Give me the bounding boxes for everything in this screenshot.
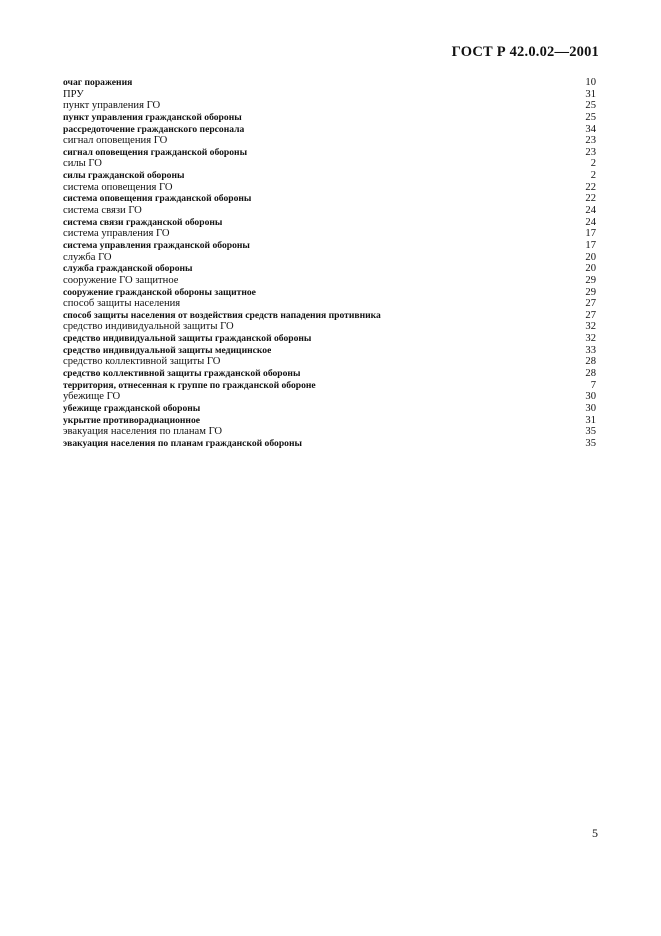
index-row xyxy=(63,287,596,299)
index-page-ref: 24 xyxy=(585,205,596,217)
index-row xyxy=(63,310,596,322)
index-term: сооружение гражданской обороны защитное xyxy=(63,286,256,298)
index-term: сигнал оповещения гражданской обороны xyxy=(63,146,248,158)
index-term: силы гражданской обороны xyxy=(63,170,185,182)
index-row xyxy=(63,147,596,159)
index-row xyxy=(63,391,596,403)
index-row xyxy=(63,345,596,357)
index-page-ref: 31 xyxy=(585,414,596,426)
index-row xyxy=(63,368,596,380)
index-row xyxy=(63,77,596,89)
index-term: средство коллективной защиты гражданской обороны xyxy=(63,368,301,380)
document-header: ГОСТ Р 42.0.02—2001 xyxy=(451,44,599,60)
index-page-ref: 23 xyxy=(585,135,596,147)
index-page-ref: 24 xyxy=(585,216,596,228)
index-row xyxy=(63,228,596,240)
index-row xyxy=(63,380,596,392)
index-term: территория, отнесенная к группе по гражданской обороне xyxy=(63,379,316,391)
index-term: средство индивидуальной защиты ГО xyxy=(63,321,234,333)
index-term: система управления ГО xyxy=(63,228,170,240)
index-page-ref: 30 xyxy=(585,391,596,403)
term-index xyxy=(63,77,596,450)
index-term: пункт управления ГО xyxy=(63,100,161,112)
index-page-ref: 25 xyxy=(585,100,596,112)
index-term: система управления гражданской обороны xyxy=(63,239,250,251)
index-term: система оповещения ГО xyxy=(63,181,173,193)
index-page-ref: 32 xyxy=(585,333,596,345)
index-row xyxy=(63,182,596,194)
index-term: очаг поражения xyxy=(63,77,133,88)
index-row xyxy=(63,124,596,136)
index-page-ref: 27 xyxy=(585,298,596,310)
index-page-ref: 33 xyxy=(585,344,596,356)
index-page-ref: 2 xyxy=(590,170,596,182)
index-term: эвакуация населения по планам гражданской обороны xyxy=(63,437,302,449)
index-term: служба ГО xyxy=(63,251,112,263)
index-row xyxy=(63,217,596,229)
index-page-ref: 2 xyxy=(590,158,596,170)
index-row xyxy=(63,263,596,275)
index-term: сооружение ГО защитное xyxy=(63,274,179,286)
index-page-ref: 20 xyxy=(585,251,596,263)
index-term: эвакуация населения по планам ГО xyxy=(63,426,223,438)
index-row xyxy=(63,193,596,205)
index-term: убежище гражданской обороны xyxy=(63,402,201,414)
index-page-ref: 28 xyxy=(585,368,596,380)
index-term: укрытие противорадиационное xyxy=(63,414,201,426)
index-term: средство коллективной защиты ГО xyxy=(63,356,221,368)
index-page-ref: 7 xyxy=(590,379,596,391)
index-term: ПРУ xyxy=(63,88,84,100)
index-term: средство индивидуальной защиты медицинское xyxy=(63,344,272,356)
index-page-ref: 22 xyxy=(585,181,596,193)
index-term: система связи гражданской обороны xyxy=(63,216,223,228)
index-page-ref: 32 xyxy=(585,321,596,333)
index-term: служба гражданской обороны xyxy=(63,263,193,275)
index-row xyxy=(63,112,596,124)
index-row xyxy=(63,252,596,264)
index-row xyxy=(63,333,596,345)
index-page-ref: 20 xyxy=(585,263,596,275)
index-row xyxy=(63,403,596,415)
index-row xyxy=(63,356,596,368)
index-page-ref: 29 xyxy=(585,274,596,286)
index-row xyxy=(63,100,596,112)
index-term: рассредоточение гражданского персонала xyxy=(63,123,245,135)
index-row xyxy=(63,170,596,182)
index-page-ref: 10 xyxy=(585,77,596,88)
index-term: система связи ГО xyxy=(63,205,142,217)
index-page-ref: 35 xyxy=(585,426,596,438)
index-term: убежище ГО xyxy=(63,391,121,403)
index-page-ref: 29 xyxy=(585,286,596,298)
index-term: пункт управления гражданской обороны xyxy=(63,111,242,123)
index-page-ref: 17 xyxy=(585,239,596,251)
index-page-ref: 35 xyxy=(585,437,596,449)
index-term: силы ГО xyxy=(63,158,102,170)
index-row xyxy=(63,321,596,333)
index-row xyxy=(63,240,596,252)
index-page-ref: 27 xyxy=(585,309,596,321)
page-number: 5 xyxy=(592,826,598,840)
index-page-ref: 34 xyxy=(585,123,596,135)
index-term: способ защиты населения xyxy=(63,298,181,310)
index-page-ref: 23 xyxy=(585,146,596,158)
index-row xyxy=(63,275,596,287)
index-page-ref: 28 xyxy=(585,356,596,368)
index-term: сигнал оповещения ГО xyxy=(63,135,168,147)
index-page-ref: 25 xyxy=(585,111,596,123)
index-term: система оповещения гражданской обороны xyxy=(63,193,252,205)
index-page-ref: 30 xyxy=(585,402,596,414)
index-row xyxy=(63,426,596,438)
index-row xyxy=(63,415,596,427)
index-page-ref: 31 xyxy=(585,88,596,100)
index-row xyxy=(63,158,596,170)
index-page-ref: 22 xyxy=(585,193,596,205)
index-row xyxy=(63,438,596,450)
index-row xyxy=(63,298,596,310)
index-page-ref: 17 xyxy=(585,228,596,240)
index-row xyxy=(63,205,596,217)
index-term: способ защиты населения от воздействия средств нападения противника xyxy=(63,309,381,321)
index-row xyxy=(63,135,596,147)
index-term: средство индивидуальной защиты гражданской обороны xyxy=(63,333,312,345)
index-row xyxy=(63,89,596,101)
